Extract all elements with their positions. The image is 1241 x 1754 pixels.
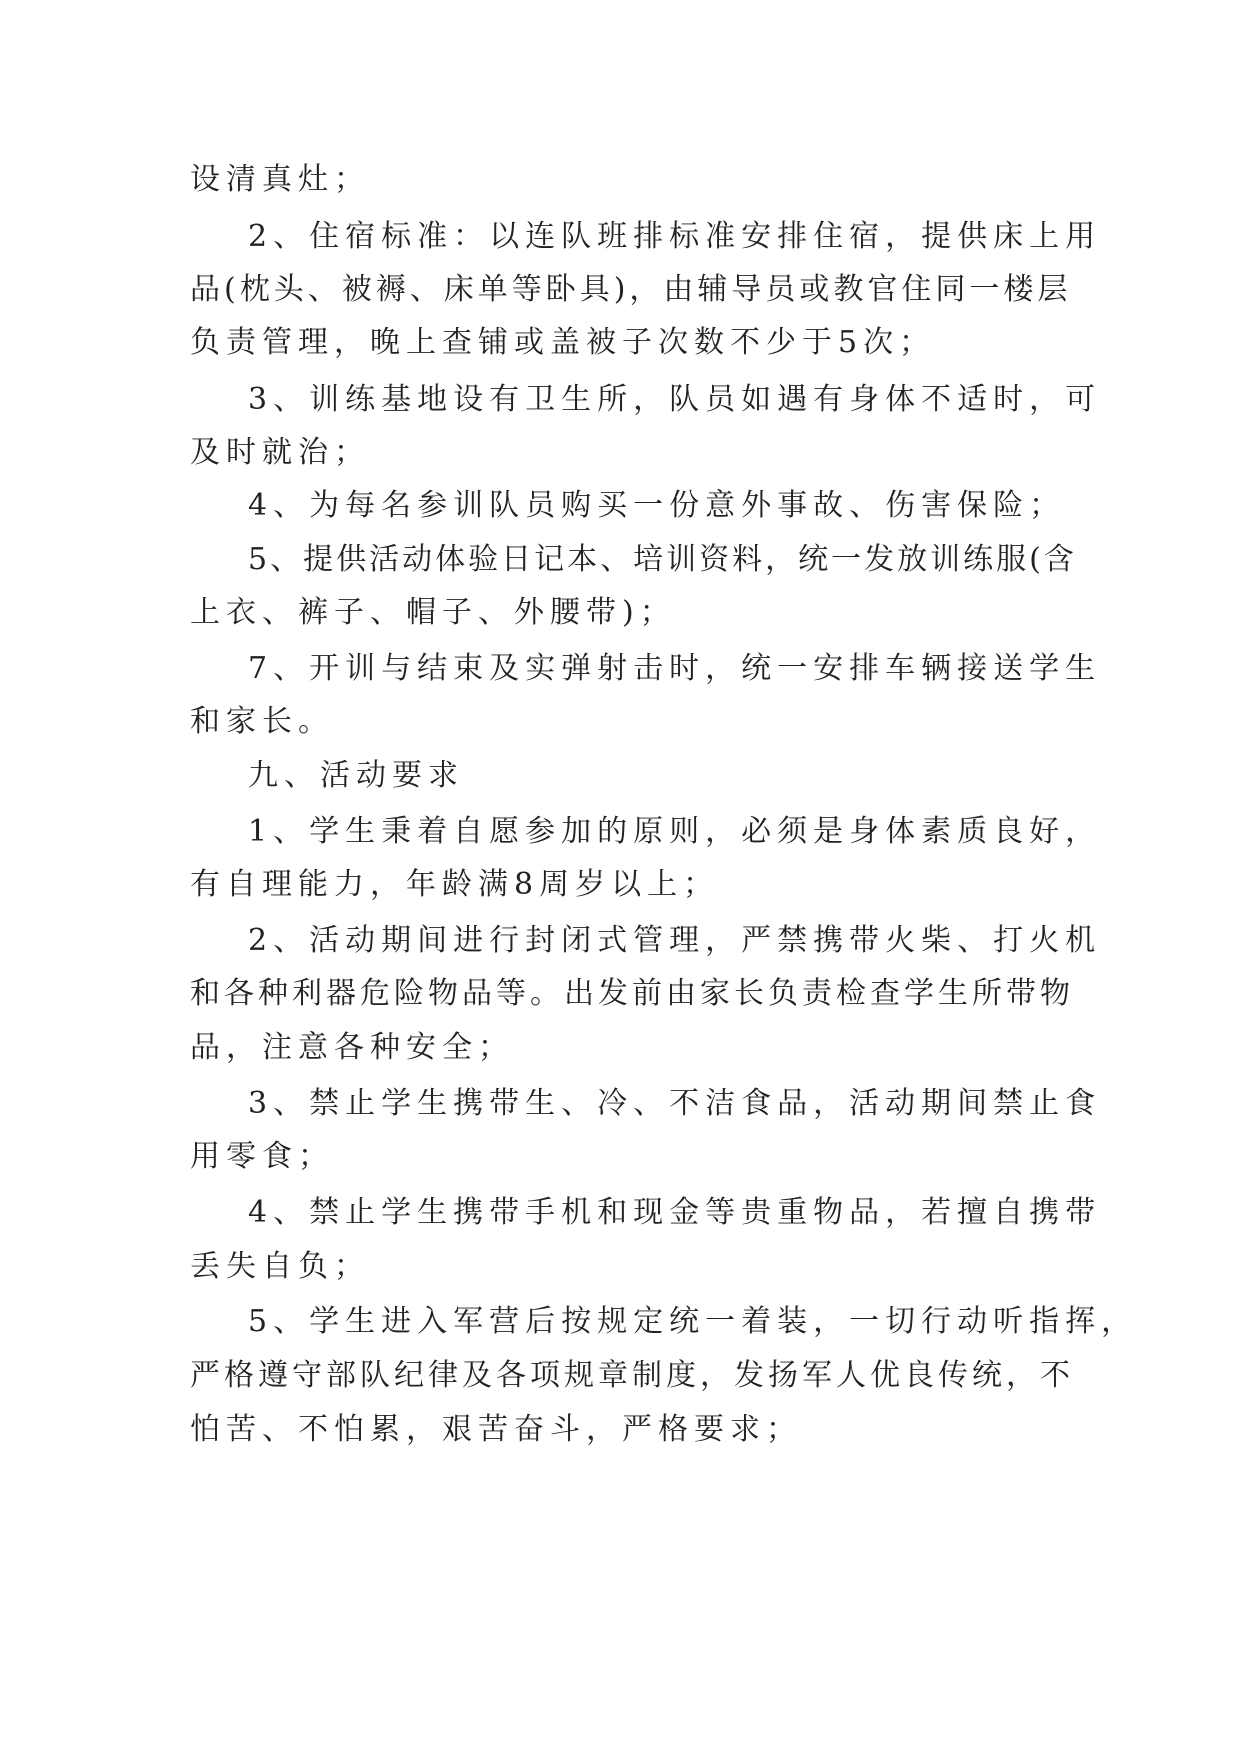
list-item-3-line-2: 及时就治； [190,435,370,470]
text-line: 设清真灶； [190,162,370,197]
requirement-5-line-1: 5、学生进入军营后按规定统一着装，一切行动听指挥， [248,1304,1138,1339]
requirement-2-line-3: 品，注意各种安全； [190,1030,514,1065]
requirement-1-line-1: 1、学生秉着自愿参加的原则，必须是身体素质良好， [248,814,1102,849]
requirement-5-line-3: 怕苦、不怕累，艰苦奋斗，严格要求； [190,1412,802,1447]
requirement-2-line-1: 2、活动期间进行封闭式管理，严禁携带火柴、打火机 [248,923,1102,958]
list-item-5-line-2: 上衣、裤子、帽子、外腰带)； [190,595,676,630]
list-item-2-line-1: 2、住宿标准：以连队班排标准安排住宿，提供床上用 [248,219,1102,254]
requirement-5-line-2: 严格遵守部队纪律及各项规章制度，发扬军人优良传统，不 [190,1358,1074,1393]
list-item-7-line-2: 和家长。 [190,704,334,739]
list-item-3-line-1: 3、训练基地设有卫生所，队员如遇有身体不适时，可 [248,382,1102,417]
requirement-1-line-2: 有自理能力，年龄满8周岁以上； [190,867,720,902]
requirement-2-line-2: 和各种利器危险物品等。出发前由家长负责检查学生所带物 [190,976,1074,1011]
requirement-4-line-1: 4、禁止学生携带手机和现金等贵重物品，若擅自携带 [248,1195,1102,1230]
list-item-2-line-3: 负责管理，晚上查铺或盖被子次数不少于5次； [190,325,936,360]
list-item-2-line-2: 品(枕头、被褥、床单等卧具)，由辅导员或教官住同一楼层 [190,272,1072,307]
list-item-7-line-1: 7、开训与结束及实弹射击时，统一安排车辆接送学生 [248,651,1102,686]
requirement-3-line-1: 3、禁止学生携带生、冷、不洁食品，活动期间禁止食 [248,1086,1102,1121]
list-item-5-line-1: 5、提供活动体验日记本、培训资料，统一发放训练服(含 [248,542,1077,577]
requirement-3-line-2: 用零食； [190,1139,334,1174]
section-heading: 九、活动要求 [248,758,464,793]
list-item-4: 4、为每名参训队员购买一份意外事故、伤害保险； [248,488,1066,523]
requirement-4-line-2: 丢失自负； [190,1249,370,1284]
